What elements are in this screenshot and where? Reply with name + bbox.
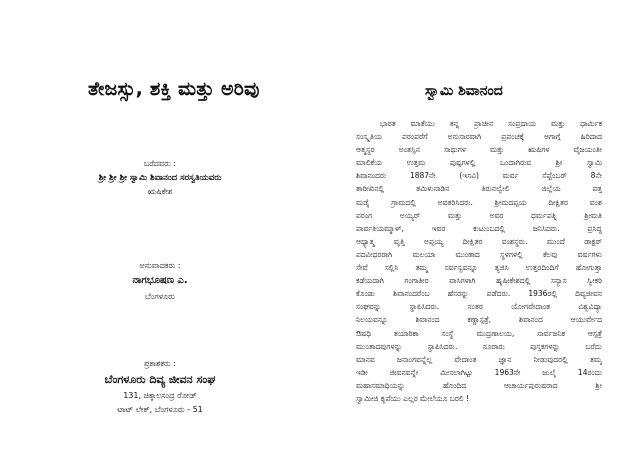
author-name: ಶ್ರೀ ಶ್ರೀ ಶ್ರೀ ಸ್ವಾಮಿ ಶಿವಾನಂದ ಸರಸ್ವತಿಯವರು [98, 173, 222, 183]
author-biography [356, 117, 602, 405]
translator-label: ಅನುವಾದಕರು : [139, 261, 181, 270]
right-page [320, 0, 638, 452]
bio-line: ಸಂಘವನ್ನು ಸ್ಥಾಪಿಸಿದರು. ನಂತರ ಯೋಗವೇದಾಂತ ವಿಶ್ವವಿದ್ಯಾ [356, 302, 602, 312]
bio-line: ನಿಲಯವನ್ನೂ ಶಿವಾನಂದ ಕಣ್ಣಾಸ್ಪತ್ರೆ, ಶಿವಾನಂದ ಆಯುರ್ವೇದ [356, 315, 602, 325]
publisher-name: ಬೆಂಗಳೂರು ದಿವ್ಯ ಜೀವನ ಸಂಘ [104, 373, 216, 386]
book-title: ತೇಜಸ್ಸು, ಶಕ್ತಿ ಮತ್ತು ಅರಿವು [88, 78, 260, 100]
bio-line: ಮಡೈ ಗ್ರಾಮದಲ್ಲಿ ಅವತರಿಸಿದರು. ಶ್ರೀಮದಪ್ಪಯ ದೀಕ್ಷಿತರ ವಂಶ [356, 197, 602, 207]
bio-line: ಸೇವೆ ಸಲ್ಲಿಸಿ ತಮ್ಮ ಸರ್ವಸ್ವವನ್ನೂ ತ್ಯಜಿಸಿ ಉತ್ತರದಿಂದಿಗೆ ಹೋಗುತ್ತಾ [356, 263, 602, 273]
bio-line: ಸಂಸ್ಕೃತಿಯ ಪರಂಪರೆಗೆ ಅನುಸಾರವಾಗಿ ಪ್ರಪಂಚಕ್ಕೆ ಅಗಾಗ್ಗೆ ಹಿರಿದಾದ [356, 132, 602, 142]
bio-line: ಕಡೆಯದಾಗಿ ಗಂಗಾತೀರ ವಾಸಿಗಳಾಗಿ ಹೃಷೀಕೇಶದಲ್ಲಿ ಸನ್ಯಾಸ ಸ್ವೀಕರಿ [356, 276, 602, 286]
translator-name: ನಾಗಭೂಷಣ ಎ. [132, 275, 188, 286]
bio-line: ಸ್ವಾಮೀಜಿ ಕೃಪೆಯು ಎಲ್ಲರ ಮೇಲೆಯೂ ಬರಲಿ ! [356, 393, 469, 403]
publisher-label: ಪ್ರಕಾಶಕರು : [144, 359, 176, 368]
bio-line: ಪರಂಗ ಅಯ್ಯರ್ ಮತ್ತು ಅವರ ಧರ್ಮಪತ್ನಿ ಶ್ರೀಮತಿ [356, 210, 602, 220]
bio-line: ತಾರೀಖಿನಲ್ಲಿ ತಮಿಳುನಾಡಿನ ತಿರುನಲ್ವೇಲಿ ಜಿಲ್ಲೆಯ ಪತ್ತ [356, 184, 602, 194]
publisher-address-line-2: ಟಾಟ್ ಲೇಕ್, ಬೆಂಗಳೂರು - 51 [117, 405, 203, 414]
bio-line: ಮುಂತಾದವುಗಳನ್ನು ಸ್ಥಾಪಿಸಿದರು. ನೂರಾರು ಪುಸ್ತಕಗಳನ್ನು ಬರೆದು [356, 341, 602, 351]
author-place: ಋಷಿಕೇಶ [147, 187, 173, 196]
author-heading: ಸ್ವಾಮಿ ಶಿವಾನಂದ [425, 83, 503, 99]
bio-line: ಕೊಂಡು ಶಿವಾನಂದರೆಂಬ ಹೆಸರನ್ನು ಪಡೆದರು. 1936ರಲ್ಲಿ ದಿವ್ಯಜೀವನ [356, 289, 602, 299]
publisher-address-line-1: 131, ಚಿಕ್ಕಾಲಸಂದ್ರ ರೋಡ್ [123, 391, 197, 400]
bio-line: ಭಾರತ ಮಾತೆಯು ತನ್ನ ಪ್ರಾಚೀನ ಸಂಪ್ರದಾಯ ಮತ್ತು ಧಾರ್ಮಿಕ [380, 119, 602, 128]
bio-line: ಮಹಾಸಮಾಧಿಯನ್ನು ಹೊಂದಿದ ಆಚಾರ್ಯಪುರುಷರಾದ ಶ್ರೀ [356, 380, 602, 390]
translator-place: ಬೆಂಗಳೂರು [145, 292, 175, 301]
bio-line: ಆಧ್ಯಾತ್ಮ ವೃತ್ತಿ ಅಪ್ಪಯ್ಯ ದೀಕ್ಷಿತರ ವಂಶಸ್ಥರು. ಮುಂದೆ ಡಾಕ್ಟರ್ [356, 236, 602, 246]
bio-line: ಇಡೀ ಜೀವನವನ್ನೇ ಮೀಸಲಾಗಿಟ್ಟು 1963ನೇ ಜುಲೈ 14ರಂದು [356, 367, 602, 377]
bio-line: ಶಿವಾನಂದರು 1887ನೇ (ಇಸವಿ) ಮರ್ವ ಸೆಪ್ಟೆಂಬರ್ 8ನೇ [356, 171, 602, 181]
bio-line: ಮಾನವ ಜನಾಂಗವನ್ನೆಲ್ಲ ವೇದಾಂತ ಜ್ಞಾನ ನೀಡುವುದರಲ್ಲಿ ತಮ್ಮ [356, 354, 602, 364]
bio-line: ಮಾಲಿಕೆಯ ಉತ್ತಮ ಪುಷ್ಪಗಳಲ್ಲಿ ಒಂದಾಗಿರುವ ಶ್ರೀ ಸ್ವಾಮಿ [356, 158, 602, 168]
bio-line: ಪಾರ್ವತಿಯಮ್ಮಾಳ್, ಇವರ ಕುಟುಂಬದಲ್ಲಿ ಜನಿಸಿದರು. ಪ್ರಸಿದ್ಧ [356, 223, 602, 233]
bio-line: ಆತ್ಮಸ್ಥರ ಅಂತಸ್ಸಿನ ಸಾಧುಗಳ ಮತ್ತು ಋಷಿಗಳ ವೈಜಯಂತೀ [356, 145, 602, 155]
author-label: ಬರೆದವರು : [143, 159, 177, 168]
bio-line: ಪದವೀಧರರಾಗಿ ಮಲಯಾ ಮುಂತಾದ ಸ್ಥಳಗಳಲ್ಲಿ ಕೆಲವು ವರ್ಷಗಳು [356, 249, 602, 259]
bio-line: ಔಷಧಿ ತಯಾರಿಕಾ ಸಂಸ್ಥೆ ಮುದ್ರಣಾಲಯ, ಸಾರ್ವಜನಿಕ ಆಸ್ಪತ್ರೆ [356, 328, 602, 338]
